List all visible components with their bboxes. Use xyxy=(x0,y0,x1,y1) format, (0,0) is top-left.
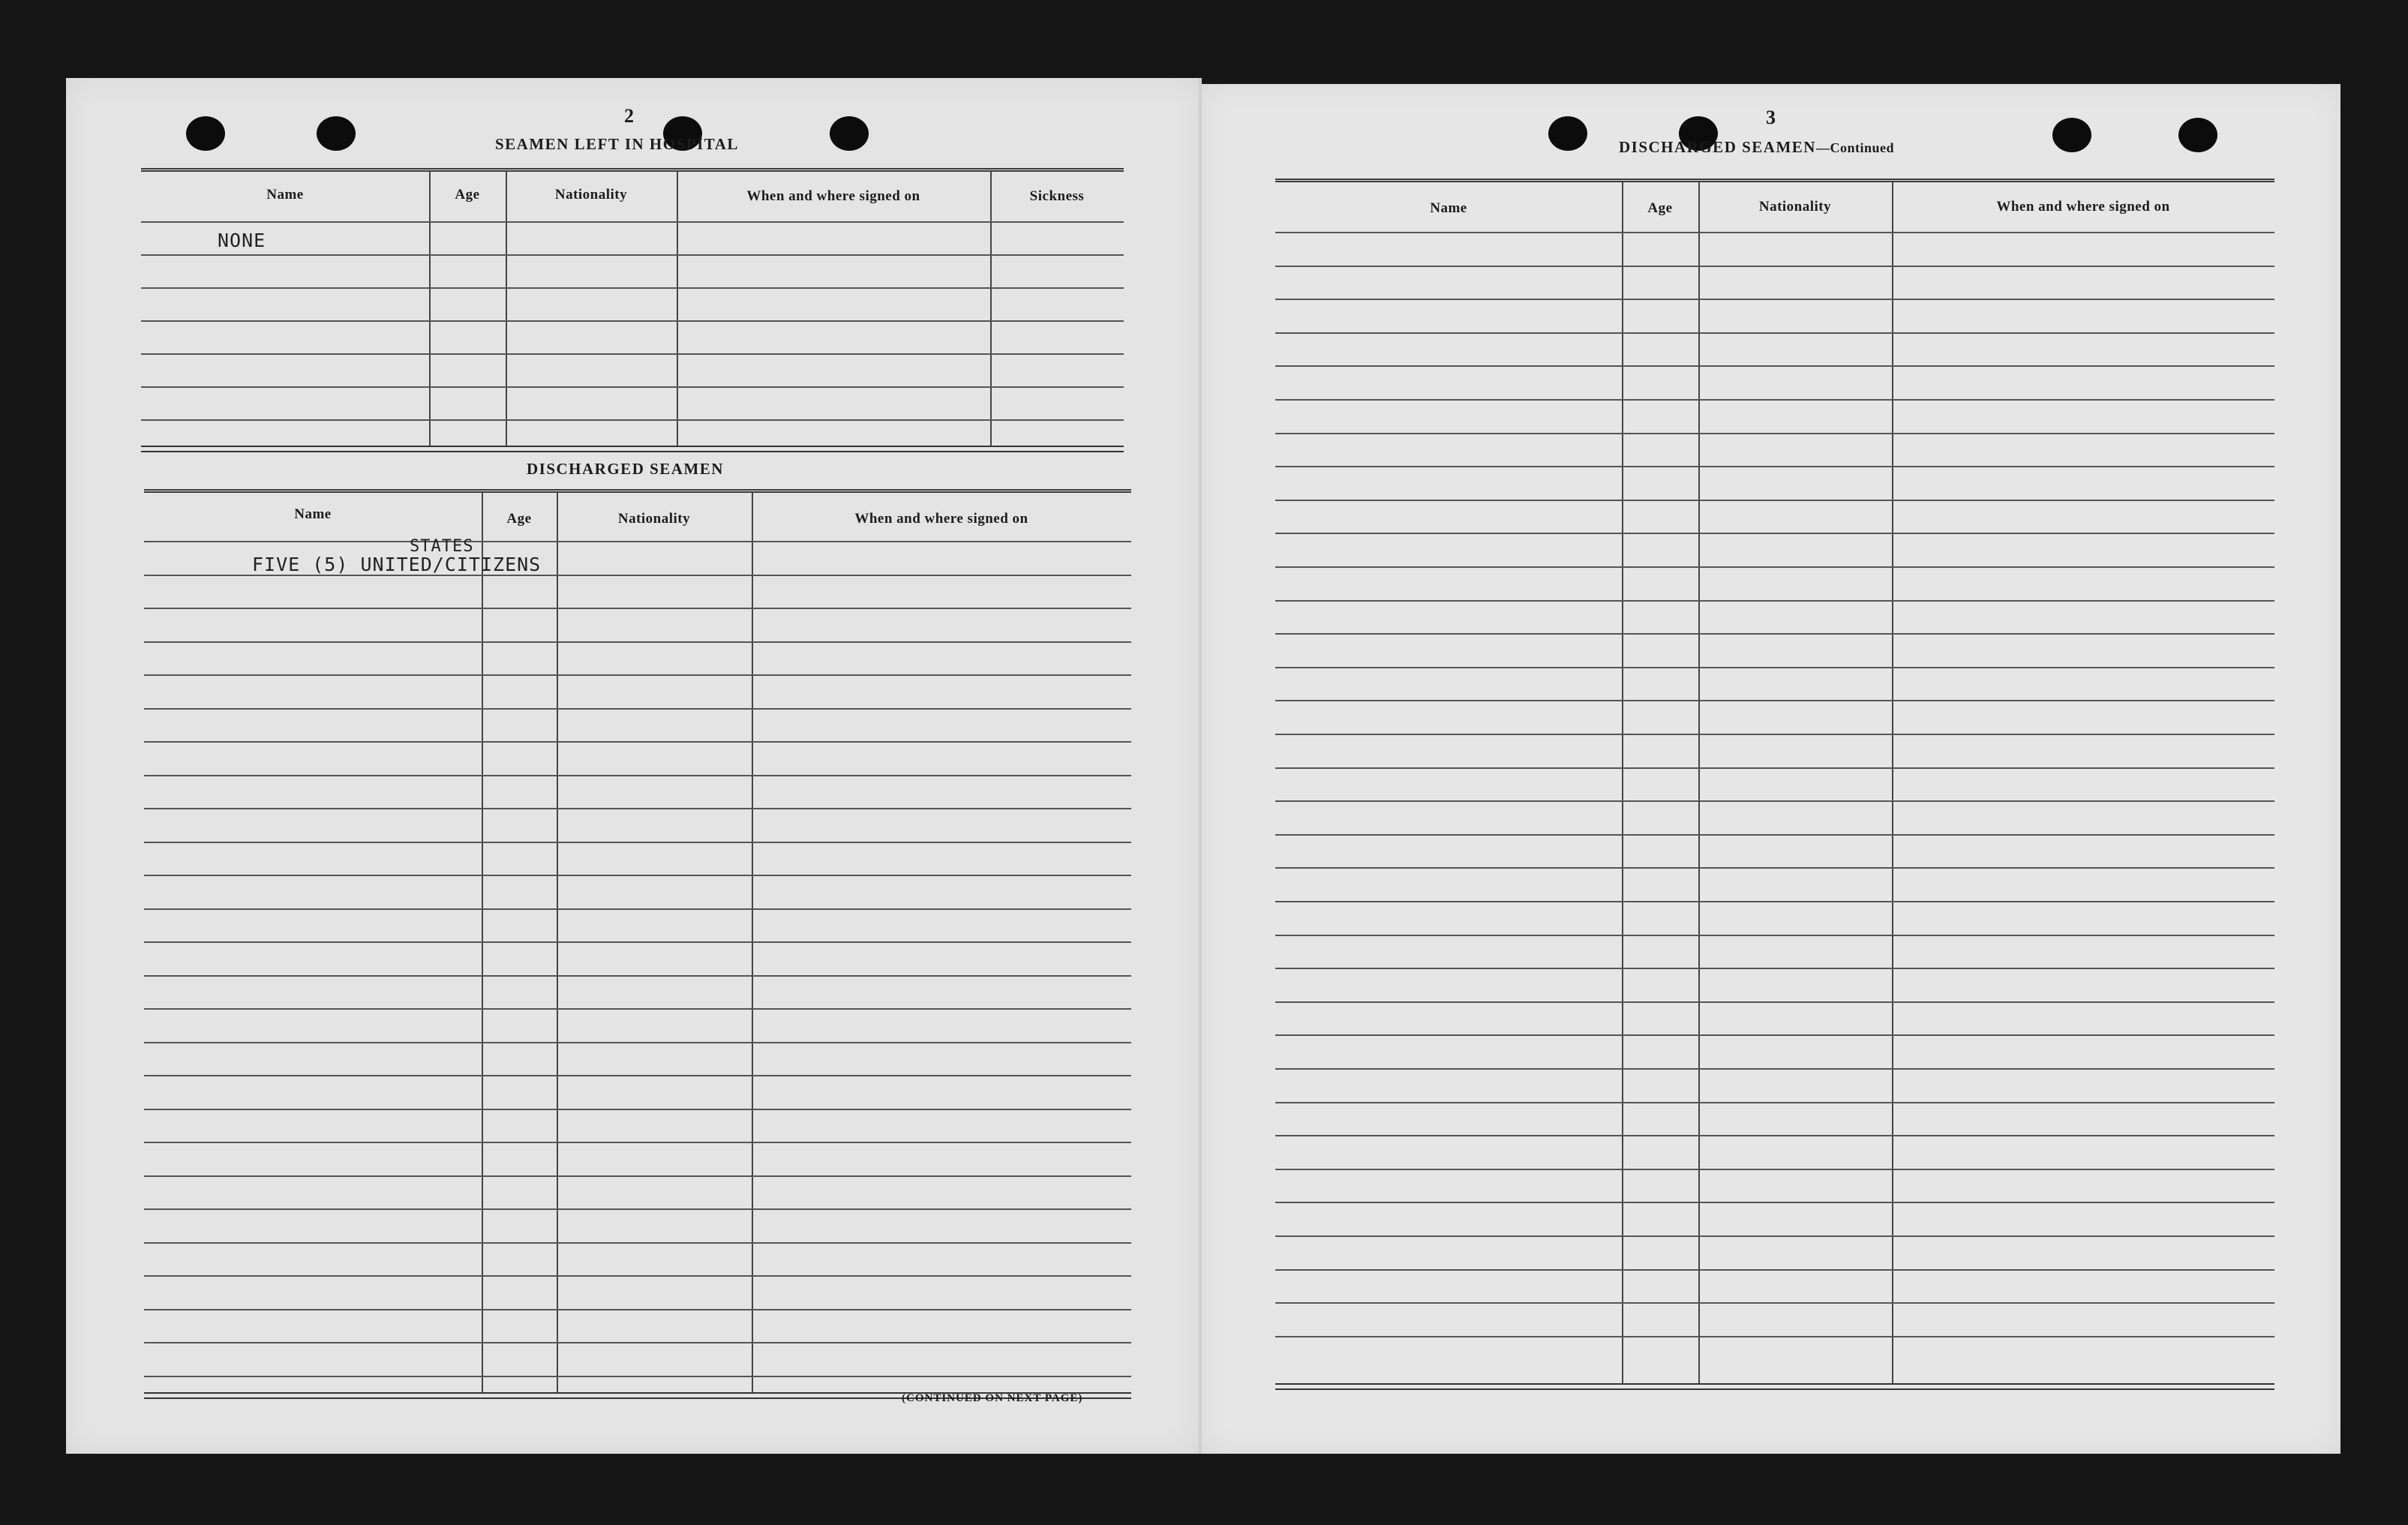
row-rule xyxy=(1275,466,2274,467)
hospital-entry: NONE xyxy=(218,230,266,251)
row-rule xyxy=(144,1309,1131,1310)
col-header-age: Age xyxy=(1647,200,1673,216)
typed-insertion: STATES xyxy=(410,537,474,556)
row-rule xyxy=(1275,399,2274,401)
punch-hole xyxy=(317,116,356,151)
row-rule xyxy=(1275,1068,2274,1070)
row-rule xyxy=(144,1242,1131,1244)
row-rule xyxy=(141,254,1124,256)
col-header-age: Age xyxy=(506,511,532,527)
row-rule xyxy=(1275,1336,2274,1337)
row-rule xyxy=(141,320,1124,322)
col-header-when-where: When and where signed on xyxy=(746,188,920,204)
row-rule xyxy=(141,287,1124,289)
discharged-continued-title xyxy=(1619,138,1894,157)
row-rule xyxy=(144,1008,1131,1010)
row-rule xyxy=(144,941,1131,943)
col-header-nationality: Nationality xyxy=(554,187,628,203)
row-rule xyxy=(1275,500,2274,501)
row-rule xyxy=(1275,901,2274,902)
row-rule xyxy=(1275,332,2274,334)
column-divider xyxy=(506,172,507,447)
row-rule xyxy=(1275,299,2274,300)
row-rule xyxy=(1275,1034,2274,1036)
row-rule xyxy=(1275,365,2274,367)
row-rule xyxy=(144,608,1131,609)
table-bottom-rule xyxy=(1275,1383,2274,1390)
row-rule xyxy=(1275,1269,2274,1271)
row-rule xyxy=(1275,1001,2274,1003)
row-rule xyxy=(144,875,1131,876)
punch-hole xyxy=(2052,118,2091,152)
row-rule xyxy=(1275,1102,2274,1103)
col-header-name: Name xyxy=(266,187,304,203)
row-rule xyxy=(1275,935,2274,936)
col-header-nationality: Nationality xyxy=(617,511,691,527)
column-divider xyxy=(429,172,431,447)
row-rule xyxy=(1275,600,2274,602)
row-rule xyxy=(1275,867,2274,869)
row-rule xyxy=(144,1275,1131,1277)
page-fold xyxy=(1199,78,1202,1454)
title-suffix: —Continued xyxy=(1815,140,1894,155)
row-rule xyxy=(144,1175,1131,1177)
row-rule xyxy=(1275,633,2274,635)
column-divider xyxy=(482,493,483,1394)
row-rule xyxy=(144,1042,1131,1043)
row-rule xyxy=(1275,433,2274,434)
row-rule xyxy=(144,541,1131,542)
row-rule xyxy=(144,708,1131,710)
row-rule xyxy=(144,975,1131,977)
hospital-table xyxy=(141,168,1124,446)
row-rule xyxy=(1275,1302,2274,1304)
row-rule xyxy=(144,741,1131,743)
discharged-table xyxy=(144,489,1131,1393)
page-number: 3 xyxy=(1766,107,1776,128)
row-rule xyxy=(1275,1235,2274,1237)
row-rule xyxy=(141,353,1124,355)
row-rule xyxy=(144,1142,1131,1143)
row-rule xyxy=(141,386,1124,388)
row-rule xyxy=(1275,734,2274,735)
row-rule xyxy=(1275,968,2274,969)
row-rule xyxy=(144,674,1131,676)
column-divider xyxy=(752,493,753,1394)
title-main: DISCHARGED SEAMEN xyxy=(1619,138,1816,156)
column-divider xyxy=(557,493,558,1394)
row-rule xyxy=(144,908,1131,910)
row-rule xyxy=(1275,1202,2274,1203)
row-rule xyxy=(1275,1135,2274,1136)
column-divider xyxy=(1892,182,1893,1385)
punch-hole xyxy=(2178,118,2217,152)
row-rule xyxy=(144,1075,1131,1076)
discharged-section-title: DISCHARGED SEAMEN xyxy=(527,460,724,478)
row-rule xyxy=(1275,1169,2274,1170)
col-header-when-where: When and where signed on xyxy=(854,511,1028,527)
col-header-sickness: Sickness xyxy=(1029,188,1085,204)
row-rule xyxy=(1275,266,2274,267)
col-header-name: Name xyxy=(294,506,332,522)
row-rule xyxy=(1275,566,2274,568)
row-rule xyxy=(144,808,1131,809)
discharged-entry: FIVE (5) UNITED/CITIZENS xyxy=(252,554,542,575)
row-rule xyxy=(144,775,1131,776)
column-divider xyxy=(990,172,992,447)
row-rule xyxy=(144,1109,1131,1110)
row-rule xyxy=(1275,232,2274,233)
punch-hole xyxy=(186,116,225,151)
row-rule xyxy=(1275,533,2274,534)
row-rule xyxy=(144,1342,1131,1343)
punch-hole xyxy=(1548,116,1587,151)
row-rule xyxy=(144,1208,1131,1210)
row-rule xyxy=(1275,700,2274,701)
col-header-age: Age xyxy=(455,187,480,203)
row-rule xyxy=(1275,767,2274,769)
col-header-name: Name xyxy=(1430,200,1467,216)
row-rule xyxy=(141,221,1124,223)
row-rule xyxy=(144,641,1131,643)
column-divider xyxy=(677,172,678,447)
continued-note: (CONTINUED ON NEXT PAGE) xyxy=(902,1392,1083,1404)
hospital-section-title: SEAMEN LEFT IN HOSPITAL xyxy=(495,135,739,153)
discharged-continued-table xyxy=(1275,179,2274,1384)
row-rule xyxy=(1275,800,2274,802)
row-rule xyxy=(144,1376,1131,1377)
row-rule xyxy=(1275,834,2274,836)
punch-hole xyxy=(830,116,869,151)
column-divider xyxy=(1622,182,1623,1385)
col-header-nationality: Nationality xyxy=(1758,199,1832,215)
row-rule xyxy=(144,842,1131,843)
col-header-when-where: When and where signed on xyxy=(1996,199,2170,215)
row-rule xyxy=(141,419,1124,421)
column-divider xyxy=(1698,182,1700,1385)
row-rule xyxy=(1275,667,2274,668)
page-number: 2 xyxy=(624,105,634,127)
table-bottom-rule xyxy=(141,446,1124,452)
